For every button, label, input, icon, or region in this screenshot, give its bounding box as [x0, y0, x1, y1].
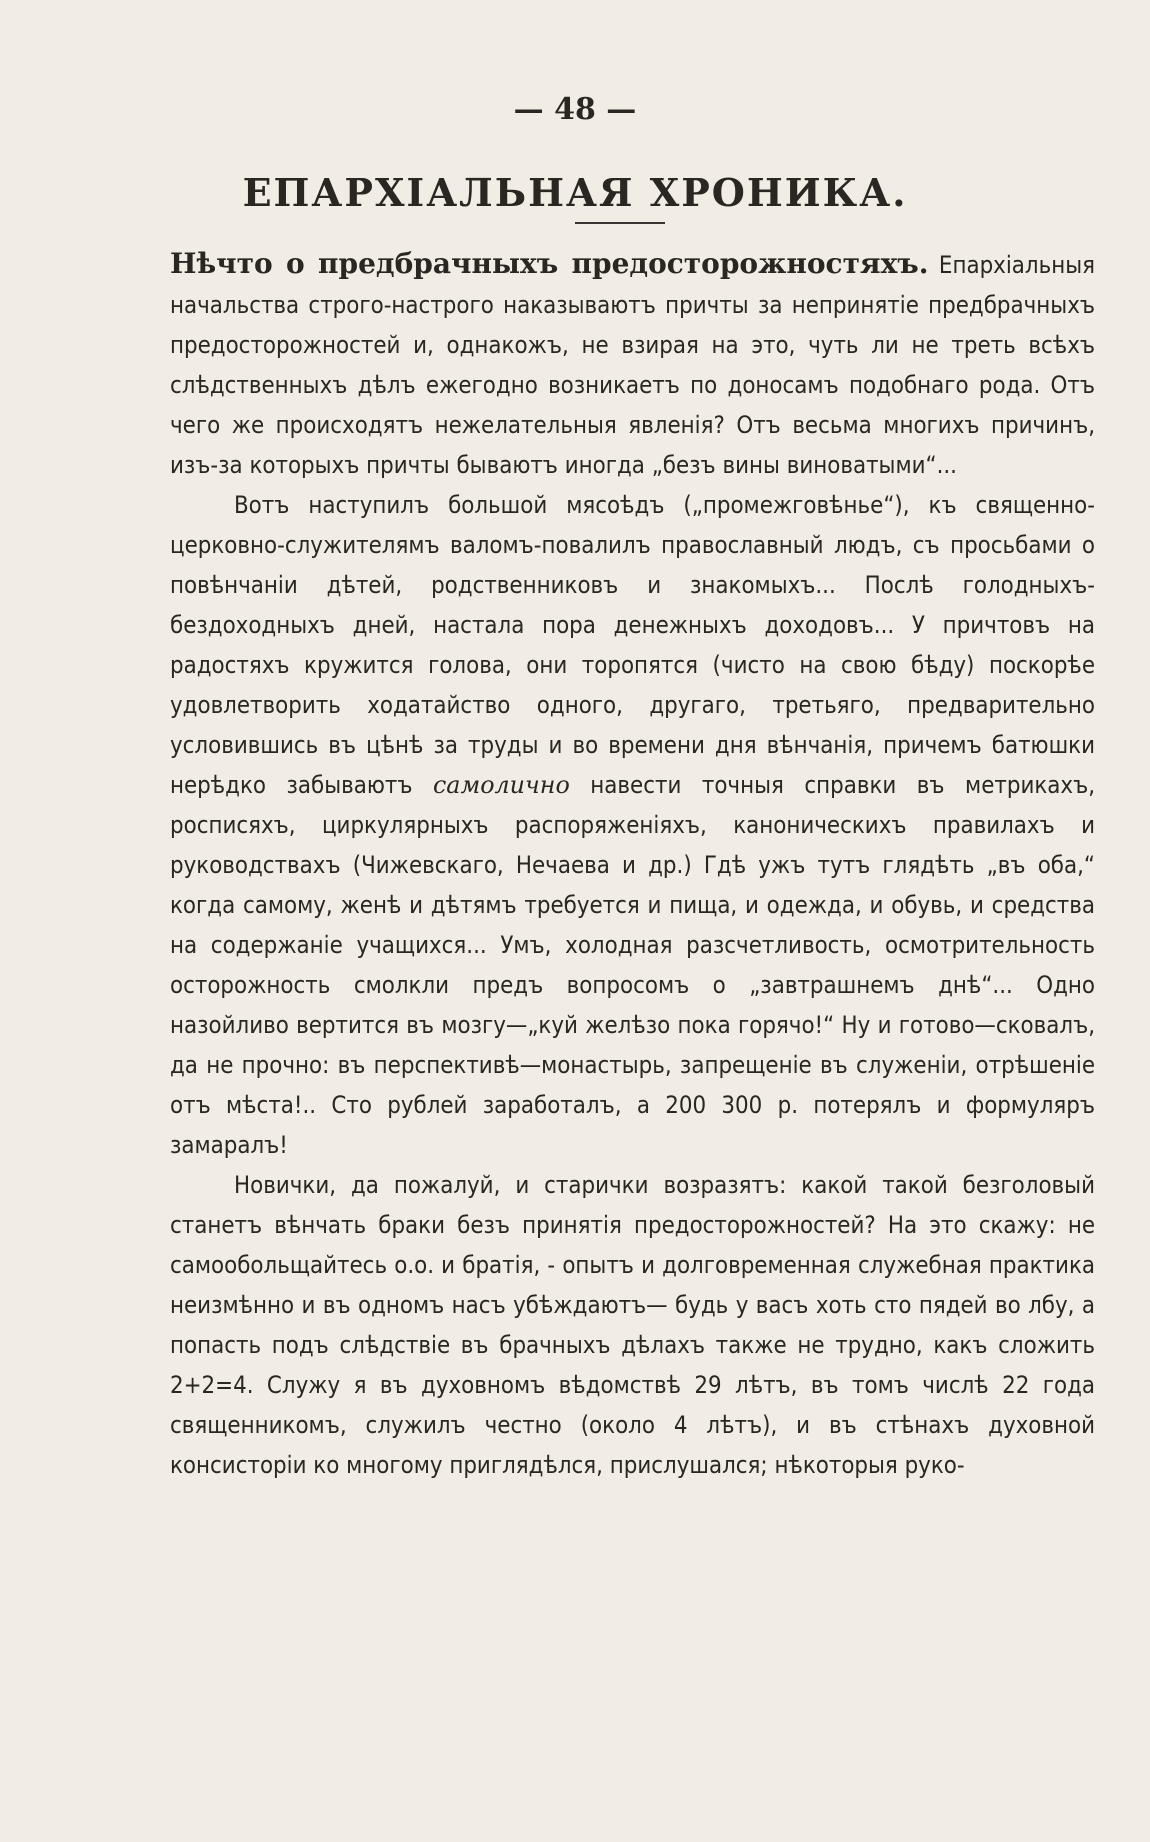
paragraph-2-text-b: навести точныя справки въ метрикахъ, росписяхъ, циркулярныхъ распоряженіяхъ, каноническихъ правилахъ и руководствахъ (Чижевскаго, Нечаева и др.) Гдѣ ужъ тутъ глядѣть „въ оба,“ когда самому, женѣ и дѣтямъ требуется и пища, и одежда, и обувь, и средства на содержаніе учащихся... Умъ, холодная разсчетливость, осмотрительность осторожность смолкли предъ вопросомъ о „завтрашнемъ днѣ“... Одно назойливо вертится въ мозгу—„куй желѣзо пока горячо!“ Ну и готово—сковалъ, да не прочно: въ перспективѣ—монастырь, запрещеніе въ служеніи, отрѣшеніе отъ мѣста!.. Сто рублей заработалъ, а 200 300 р. потерялъ и формуляръ замаралъ! — [170, 771, 1095, 1159]
article-title: Нѣчто о предбрачныхъ предосторожностяхъ. — [170, 247, 929, 280]
paragraph-2 — [170, 485, 1095, 1165]
paragraph-1 — [170, 244, 1095, 485]
paragraph-2-text-a: Вотъ наступилъ большой мясоѣдъ („промежговѣнье“), къ священно-церковно-служителямъ валомъ-повалилъ православный людъ, съ просьбами о повѣнчаніи дѣтей, родственниковъ и знакомыхъ... Послѣ голодныхъ-бездоходныхъ дней, настала пора денежныхъ доходовъ... У причтовъ на радостяхъ кружится голова, они торопятся (чисто на свою бѣду) поскорѣе удовлетворить ходатайство одного, другаго, третьяго, предварительно условившись въ цѣнѣ за труды и во времени дня вѣнчанія, причемъ батюшки нерѣдко забываютъ — [170, 491, 1095, 799]
paragraph-1-text: Епархіальныя начальства строго-настрого наказываютъ причты за непринятіе предбрачныхъ предосторожностей и, однакожъ, не взирая на это, чуть ли не треть всѣхъ слѣдственныхъ дѣлъ ежегодно возникаетъ по доносамъ подобнаго рода. Отъ чего же происходятъ нежелательныя явленія? Отъ весьма многихъ причинъ, изъ-за которыхъ причты бываютъ иногда „безъ вины виноватыми“... — [170, 251, 1095, 479]
section-title: ЕПАРХІАЛЬНАЯ ХРОНИКА. — [242, 170, 908, 215]
article-body — [170, 244, 1095, 1485]
page-number: — 48 — — [513, 92, 637, 127]
title-divider — [575, 222, 665, 224]
paragraph-2-emphasis: самолично — [432, 771, 570, 799]
paragraph-3: Новички, да пожалуй, и старички возразятъ: какой такой безголовый станетъ вѣнчать браки безъ принятія предосторожностей? На это скажу: не самообольщайтесь о.о. и братія, - опытъ и долговременная служебная практика неизмѣнно и въ одномъ насъ убѣждаютъ— будь у васъ хоть сто пядей во лбу, а попасть подъ слѣдствіе въ брачныхъ дѣлахъ также не трудно, какъ сложить 2+2=4. Служу я въ духовномъ вѣдомствѣ 29 лѣтъ, въ томъ числѣ 22 года священникомъ, служилъ честно (около 4 лѣтъ), и въ стѣнахъ духовной консисторіи ко многому приглядѣлся, прислушался; нѣкоторыя руко- — [170, 1171, 1095, 1479]
